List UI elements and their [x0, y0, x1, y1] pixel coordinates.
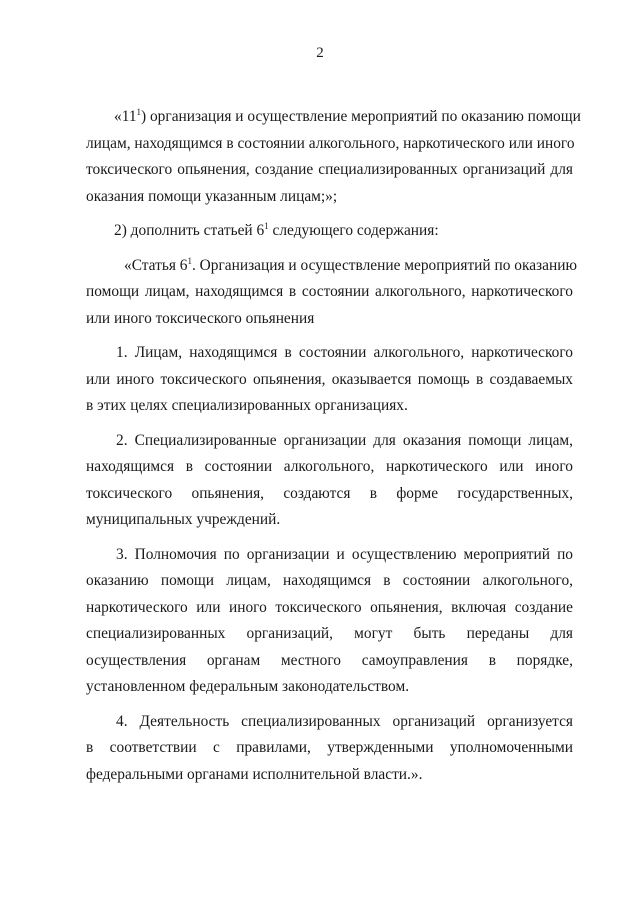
text-line: оказания помощи указанным лицам;»; [86, 187, 338, 205]
text-line: наркотического или иного токсического опьянения, включая создание [86, 598, 573, 616]
text-line: в этих целях специализированных организациях. [86, 397, 408, 414]
text-run: 2) дополнить статьей 6 [114, 222, 265, 239]
superscript: 1 [136, 106, 142, 117]
text-line: осуществления органам местного самоуправления в порядке, [86, 651, 573, 669]
text-line: или иного токсического опьянения, оказывается помощь в создаваемых [86, 370, 573, 388]
text-run: «Статья 6 [124, 256, 188, 274]
paragraph-item-11-1 [86, 104, 581, 210]
paragraph-article-6-1-part-3 [86, 542, 573, 701]
paragraph-item-2 [86, 218, 573, 245]
text-line: установленном федеральным законодательством. [86, 678, 410, 695]
paragraph-gap [86, 420, 573, 428]
text-line: лицам, находящимся в состоянии алкогольного, наркотического или иного [86, 134, 575, 152]
text-run: . Организация и осуществление мероприятий по оказанию [191, 256, 577, 274]
text-line: в соответствии с правилами, утвержденными уполномоченными [86, 739, 573, 756]
paragraph-article-6-1-title [86, 253, 577, 333]
text-run: ) организация и осуществление мероприятий по оказанию помощи [141, 108, 581, 125]
text-line: или иного токсического опьянения [86, 309, 315, 327]
text-run: «11 [114, 108, 137, 125]
text-line: помощи лицам, находящимся в состоянии алкогольного, наркотического [86, 283, 573, 300]
text-line: 4. Деятельность специализированных организаций организуется [116, 712, 573, 730]
superscript: 1 [187, 255, 192, 266]
paragraph-gap [86, 534, 573, 542]
text-line: токсического опьянения, создаются в форме государственных, [86, 484, 573, 502]
text-line: находящимся в состоянии алкогольного, наркотического или иного [86, 458, 573, 475]
text-line [86, 253, 577, 280]
text-line: специализированных организаций, могут быть переданы для [86, 625, 573, 642]
paragraph-gap [86, 332, 573, 340]
text-line [86, 218, 573, 245]
text-line: токсического опьянения, создание специализированных организаций для [86, 161, 573, 178]
text-line: оказанию помощи лицам, находящимся в состоянии алкогольного, [86, 572, 573, 589]
paragraph-article-6-1-part-2 [86, 428, 573, 534]
superscript: 1 [264, 220, 269, 231]
paragraph-gap [86, 701, 573, 709]
paragraph-gap [86, 245, 573, 253]
text-line: 1. Лицам, находящимся в состоянии алкогольного, наркотического [116, 344, 573, 361]
text-line: муниципальных учреждений. [86, 511, 281, 528]
text-line: 2. Специализированные организации для оказания помощи лицам, [116, 431, 573, 449]
text-line: 3. Полномочия по организации и осуществлению мероприятий по [116, 545, 573, 563]
paragraph-article-6-1-part-4 [86, 709, 573, 789]
document-body [86, 104, 581, 788]
text-line [86, 104, 581, 131]
text-run: следующего содержания: [268, 222, 439, 239]
page-number: 2 [316, 45, 324, 61]
paragraph-gap [86, 210, 573, 218]
paragraph-article-6-1-part-1 [86, 340, 573, 420]
text-line: федеральными органами исполнительной власти.». [86, 765, 423, 783]
